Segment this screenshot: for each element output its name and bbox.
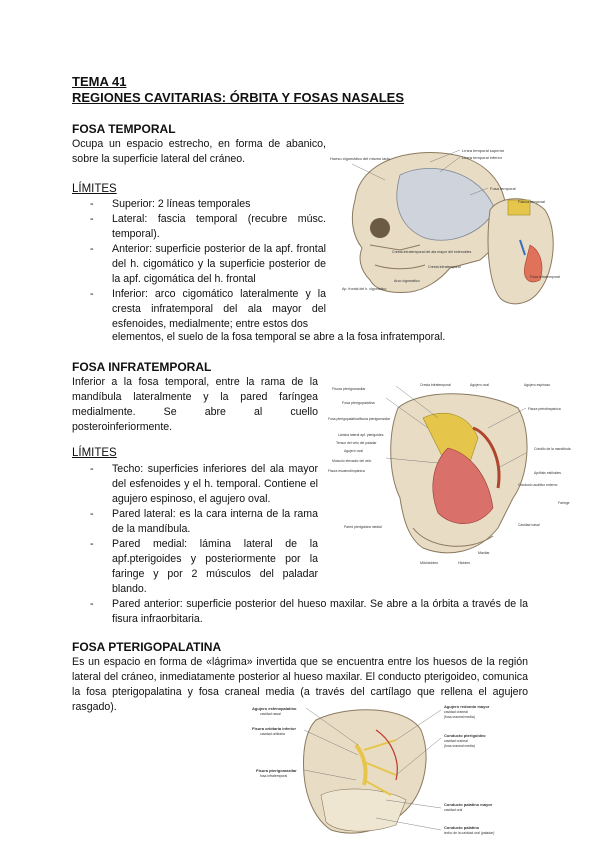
list-item: - Inferior: arco cigomático lateralmente y la cresta infratemporal del ala mayor del esfenoides, medialmente; entre estos dos (84, 287, 326, 332)
fig3-label-l3b: fosa infratemporal (260, 774, 288, 778)
list-item: - Lateral: fascia temporal (recubre músc. temporal). (84, 212, 326, 242)
list-item: - Pared lateral: es la cara interna de la rama de la mandíbula. (84, 507, 318, 537)
list-item: - Superior: 2 líneas temporales (84, 197, 326, 212)
fig2-label-l2: Fosa pterigopalatina (342, 401, 375, 405)
fig2-label-b3: Maxilar (478, 551, 490, 555)
fig3-label-r1b: cavidad craneal (444, 710, 468, 714)
fig2-label-l7: Músculo elevador del velo (332, 459, 372, 463)
fig3-label-r2: Conducto pterigoideo (444, 733, 486, 738)
fig3-label-r2c: (fosa craneal media) (444, 744, 475, 748)
doc-title-line2: REGIONES CAVITARIAS: ÓRBITA Y FOSAS NASALES (72, 90, 405, 105)
fig2-label-l1: Fisura pterigomaxilar (332, 387, 366, 391)
fig2-label-r9: Cavidad nasal (518, 523, 540, 527)
list-item: - Anterior: superficie posterior de la apf. frontal del h. cigomático y la superficie posterior de la apf. cigomática del h. frontal (84, 242, 326, 287)
section-heading-fosa-infratemporal: FOSA INFRATEMPORAL (72, 360, 212, 374)
section-heading-fosa-temporal: FOSA TEMPORAL (72, 122, 176, 136)
fig3-label-l2b: cavidad orbitaria (260, 732, 285, 736)
fig2-label-b2: Milohioideo (420, 561, 439, 565)
fig2-label-r4: Fisura petrotimpánica (528, 407, 561, 411)
fig1-label-fascia-temporal: Fascia temporal (518, 200, 546, 204)
fig3-label-l3: Fisura pterigomaxilar (256, 768, 297, 773)
fig2-label-l6: Agujero oval (344, 449, 363, 453)
fosa-pterigopalatina-intro: Es un espacio en forma de «lágrima» invertida que se encuentra entre los huesos de la región lateral del cráneo, inmediatamente posterior al hueso maxilar. El conducto pterigoideo, comunica la fosa pterigopalatina y fosa craneal media (a través del cartílago que rellena el agujero rasgado). (72, 656, 528, 713)
figure-fosa-temporal (330, 140, 560, 315)
fig2-label-r3: Agujero espinoso (524, 383, 551, 387)
fig1-label-linea-temporal-inferior: Línea temporal inferior (462, 155, 503, 160)
fig1-label-arco-cigomatico: Arco cigomático (394, 279, 420, 283)
fig1-label-fosa-infratemporal: Fosa infratemporal (530, 275, 560, 279)
fig2-label-l3: Fosa pterigopalatina/fisura pterigomaxilar (328, 417, 391, 421)
fig3-label-l1: Agujero esfenopalatino (252, 706, 297, 711)
fosa-temporal-limits-list (84, 197, 326, 332)
fig3-label-l2: Fisura orbitaria inferior (252, 726, 297, 731)
fosa-infratemporal-intro: Inferior a la fosa temporal, entre la rama de la mandíbula lateralmente y la pared faríngea medialmente. Se abre al cuello posteroinferiormente. (72, 376, 318, 433)
fig2-label-l8: Fisura escamotimpánica (328, 469, 365, 473)
fig2-label-r5: Cóndilo de la mandíbula (534, 447, 571, 451)
fig2-label-r6: Apófisis estiloides (534, 471, 561, 475)
fosa-temporal-continuation: elementos, el suelo de la fosa temporal se abre a la fosa infratemporal. (112, 331, 446, 343)
fosa-temporal-intro: Ocupa un espacio estrecho, en forma de abanico, sobre la superficie lateral del cráneo. (72, 138, 326, 165)
figure-fosa-pterigopalatina (246, 700, 550, 844)
fig1-label-cresta-ala-mayor: Cresta infratemporal del ala mayor del esfenoides (392, 250, 472, 254)
fig3-label-r1c: (fosa craneal media) (444, 715, 475, 719)
list-item: - Techo: superficies inferiores del ala mayor del esfenoides y el h. temporal. Contiene el agujero espinoso, el agujero oval. (84, 462, 318, 507)
figure-fosa-infratemporal (328, 378, 580, 568)
fig1-label-apf-frontal: Ap. frontal del h. cigomático (342, 287, 387, 291)
fig2-label-l5: Tensor del velo del paladar (336, 441, 377, 445)
list-item: - Pared medial: lámina lateral de la apf.pterigoides y posteriormente por la faringe y por 2 músculos del paladar blando. (84, 537, 318, 597)
fosa-temporal-limites-label: LÍMITES (72, 183, 117, 195)
fosa-infratemporal-limites-label: LÍMITES (72, 447, 117, 459)
fig1-label-linea-temporal-superior: Línea temporal superior (462, 148, 505, 153)
fig2-label-b1: Hioides (458, 561, 470, 565)
fosa-infratemporal-limits-list (84, 462, 318, 597)
fig1-label-hueso-cigomatico: Hueso cigomático del mismo lado (330, 156, 390, 161)
fig3-label-r4b: techo de la cavidad oral (paladar) (444, 831, 495, 835)
fig2-label-l9: Pared pterigoidea medial (344, 525, 382, 529)
fig1-label-fosa-temporal: Fosa temporal (490, 186, 516, 191)
fig3-label-r3b: cavidad oral (444, 808, 463, 812)
fig3-label-r2b: cavidad craneal (444, 739, 468, 743)
doc-title-line1: TEMA 41 (72, 74, 127, 89)
fig2-label-r7: Conducto auditivo externo (518, 483, 558, 487)
fig2-label-r8: Faringe (558, 501, 570, 505)
fig3-label-r3: Conducto palatino mayor (444, 802, 493, 807)
fig2-label-r2: Agujero oval (470, 383, 489, 387)
list-item: - Pared anterior: superficie posterior del hueso maxilar. Se abre a la órbita a través de la fisura infraorbitaria. (84, 597, 528, 627)
fig2-label-r1: Cresta infratemporal (420, 383, 451, 387)
fig1-label-cresta-infratemporal: Cresta infratemporal (428, 265, 461, 269)
fig2-label-l4: Lámina lateral apf. pterigoides (338, 433, 384, 437)
fig3-label-r4: Conducto palatino (444, 825, 480, 830)
fosa-infratemporal-extra-list (84, 597, 528, 627)
fig3-label-r1: Agujero redondo mayor (444, 704, 490, 709)
section-heading-fosa-pterigopalatina: FOSA PTERIGOPALATINA (72, 640, 222, 654)
fig3-label-l1b: cavidad nasal (260, 712, 281, 716)
